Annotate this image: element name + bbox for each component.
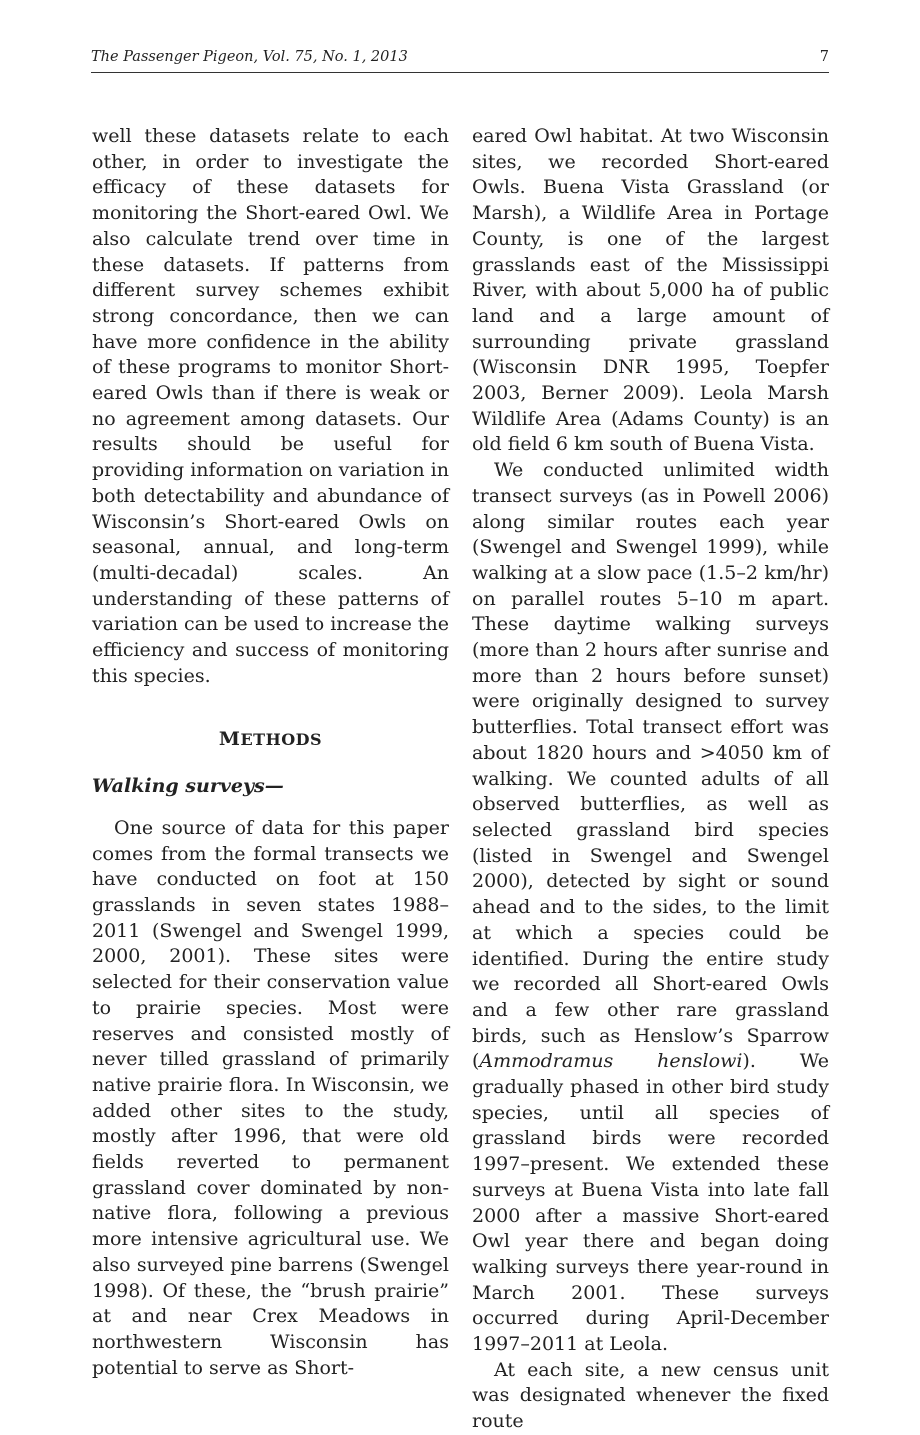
intro-paragraph-continued: well these datasets relate to each other, in order to investigate the efficacy of these datasets for monitoring the Short-eared Owl. We also calculate trend over time in these datasets. If patterns from different survey schemes exhibit strong concordance, then we can have more confidence in the ability of these programs to monitor Short-eared Owls than if there is weak or no agreement among datasets. Our results should be useful for providing information on variation in both detectability and abundance of Wisconsin’s Short-eared Owls on seasonal, annual, and long-term (multi-decadal) scales. An understanding of these patterns of variation can be used to increase the efficiency and success of monitoring this species. [92, 125, 449, 687]
transect-text-part1: We conducted unlimited width transect surveys (as in Powell 2006) along similar routes each year (Swengel and Swengel 1999), while walking at a slow pace (1.5–2 km/hr) on parallel routes 5–10 m apart. These daytime walking surveys (more than 2 hours after sunrise and more than 2 hours before sunset) were originally designed to survey butterflies. Total transect effort was about 1820 hours and >4050 km of walking. We counted adults of all observed butterflies, as well as selected grassland bird species (listed in Swengel and Swengel 2000), detected by sight or sound ahead and to the sides, to the limit at which a species could be identified. During the entire study we recorded all Short-eared Owls and a few other rare grassland birds, such as Henslow’s Sparrow ( [472, 459, 829, 1073]
right-column [472, 124, 829, 1435]
transect-text-part2: ). We gradually phased in other bird study species, until all species of grassland birds were recorded 1997–present. We extended these surveys at Buena Vista into late fall 2000 after a massive Short-eared Owl year there and began doing walking surveys there year-round in March 2001. These surveys occurred during April-December 1997–2011 at Leola. [472, 1050, 829, 1356]
transect-methods-paragraph [472, 458, 829, 1358]
left-column [92, 124, 449, 1381]
methods-heading-initial: M [218, 728, 241, 751]
header-rule [91, 72, 829, 73]
walking-surveys-subheading: Walking surveys— [92, 775, 284, 798]
page-number: 7 [819, 49, 829, 65]
methods-heading [92, 727, 449, 753]
species-scientific-name: Ammodramus henslowi [479, 1050, 743, 1073]
running-head [91, 49, 829, 65]
journal-citation: The Passenger Pigeon, Vol. 75, No. 1, 2013 [91, 49, 408, 65]
methods-heading-rest: ETHODS [240, 730, 323, 750]
walking-surveys-paragraph: One source of data for this paper comes from the formal transects we have conducted on foot at 150 grasslands in seven states 1988–2011 (Swengel and Swengel 1999, 2000, 2001). These sites were selected for their conservation value to prairie species. Most were reserves and consisted mostly of never tilled grassland of primarily native prairie flora. In Wisconsin, we added other sites to the study, mostly after 1996, that were old fields reverted to permanent grassland cover dominated by non-native flora, following a previous more intensive agricultural use. We also surveyed pine barrens (Swengel 1998). Of these, the “brush prairie” at and near Crex Meadows in northwestern Wisconsin has potential to serve as Short- [92, 816, 449, 1379]
habitat-paragraph-continued: eared Owl habitat. At two Wisconsin sites, we recorded Short-eared Owls. Buena Vista Grassland (or Marsh), a Wildlife Area in Portage County, is one of the largest grasslands east of the Mississippi River, with about 5,000 ha of public land and a large amount of surrounding private grassland (Wisconsin DNR 1995, Toepfer 2003, Berner 2009). Leola Marsh Wildlife Area (Adams County) is an old field 6 km south of Buena Vista. [472, 125, 829, 456]
census-unit-paragraph: At each site, a new census unit was designated whenever the fixed route [472, 1358, 829, 1433]
